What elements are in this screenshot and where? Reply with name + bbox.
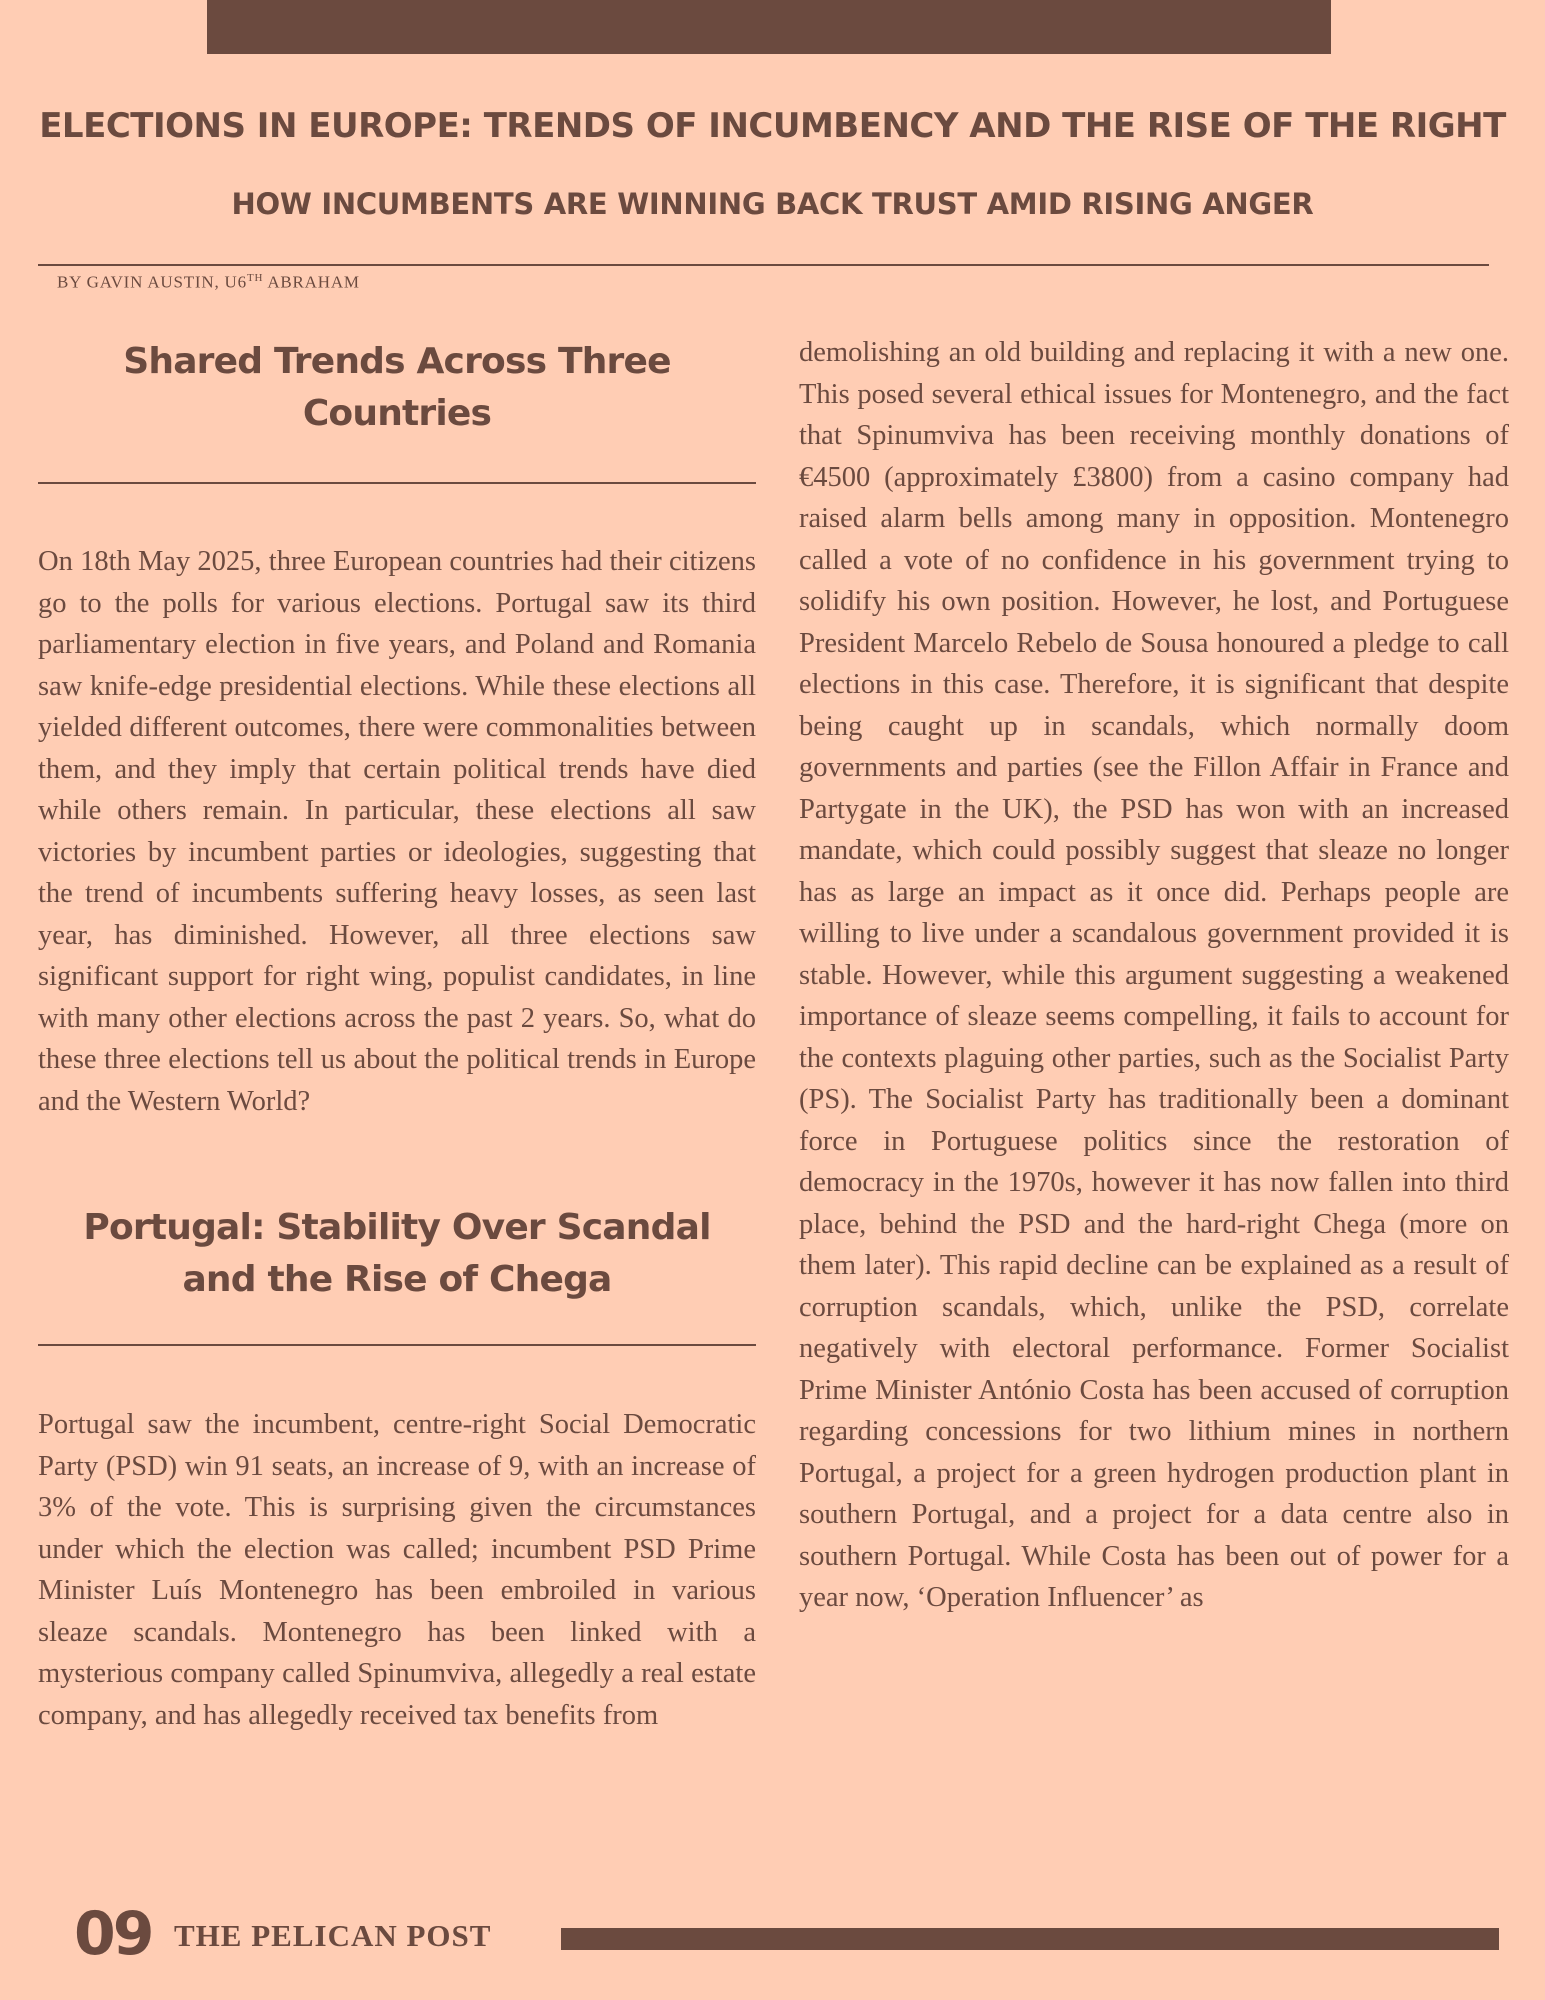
footer-bar (561, 1928, 1499, 1950)
left-column (38, 336, 756, 1736)
byline-name: BY GAVIN AUSTIN, U6 (57, 272, 247, 292)
headline: ELECTIONS IN EUROPE: TRENDS OF INCUMBENCY AND THE RISE OF THE RIGHT (39, 106, 1506, 146)
header-divider (38, 264, 1489, 266)
section-body-shared-trends: On 18th May 2025, three European countries had their citizens go to the polls for various elections. Portugal saw its third parliamentary election in five years, and Poland and Romania saw knife-edge presidential elections. While these elections all yielded different outcomes, there were commonalities between them, and they imply that certain political trends have died while others remain. In particular, these elections all saw victories by incumbent parties or ideologies, suggesting that the trend of incumbents suffering heavy losses, as seen last year, has diminished. However, all three elections saw significant support for right wing, populist candidates, in line with many other elections across the past 2 years. So, what do these three elections tell us about the political trends in Europe and the Western World? (38, 546, 756, 1117)
section-title-portugal: Portugal: Stability Over Scandal and the Rise of Chega (83, 1207, 711, 1300)
section-title-shared-trends: Shared Trends Across Three Countries (123, 341, 671, 434)
publication-name: THE PELICAN POST (174, 1918, 492, 1953)
byline (57, 272, 360, 293)
page-number: 09 (74, 1899, 152, 1969)
section-divider (38, 482, 756, 484)
top-banner-bar (207, 0, 1331, 54)
section-body-portugal-continued: demolishing an old building and replacing it with a new one. This posed several ethical issues for Montenegro, and the fact that Spinumviva has been receiving monthly donations of €4500 (approximately £3800) from a casino company had raised alarm bells among many in opposition. Montenegro called a vote of no confidence in his government trying to solidify his own position. However, he lost, and Portuguese President Marcelo Rebelo de Sousa honoured a pledge to call elections in this case. Therefore, it is significant that despite being caught up in scandals, which normally doom governments and parties (see the Fillon Affair in France and Partygate in the UK), the PSD has won with an increased mandate, which could possibly suggest that sleaze no longer has as large an impact as it once did. Perhaps people are willing to live under a scandalous government provided it is stable. However, while this argument suggesting a weakened importance of sleaze seems compelling, it fails to account for the contexts plaguing other parties, such as the Socialist Party (PS). The Socialist Party has traditionally been a dominant force in Portuguese politics since the restoration of democracy in the 1970s, however it has now fallen into third place, behind the PSD and the hard-right Chega (more on them later). This rapid decline can be explained as a result of corruption scandals, which, unlike the PSD, correlate negatively with electoral performance. Former Socialist Prime Minister António Costa has been accused of corruption regarding concessions for two lithium mines in northern Portugal, a project for a green hydrogen production plant in southern Portugal, and a project for a data centre also in southern Portugal. While Costa has been out of power for a year now, ‘Operation Influencer’ as (799, 337, 1509, 1613)
right-column (799, 332, 1509, 1619)
section-body-portugal: Portugal saw the incumbent, centre-right Social Democratic Party (PSD) win 91 seats, an increase of 9, with an increase of 3% of the vote. This is surprising given the circumstances under which the election was called; incumbent PSD Prime Minister Luís Montenegro has been embroiled in various sleaze scandals. Montenegro has been linked with a mysterious company called Spinumviva, allegedly a real estate company, and has allegedly received tax benefits from (38, 1409, 756, 1731)
byline-house: ABRAHAM (263, 272, 360, 292)
section-divider (38, 1344, 756, 1346)
byline-superscript: TH (246, 272, 264, 284)
subheadline: HOW INCUMBENTS ARE WINNING BACK TRUST AMID RISING ANGER (231, 187, 1314, 221)
